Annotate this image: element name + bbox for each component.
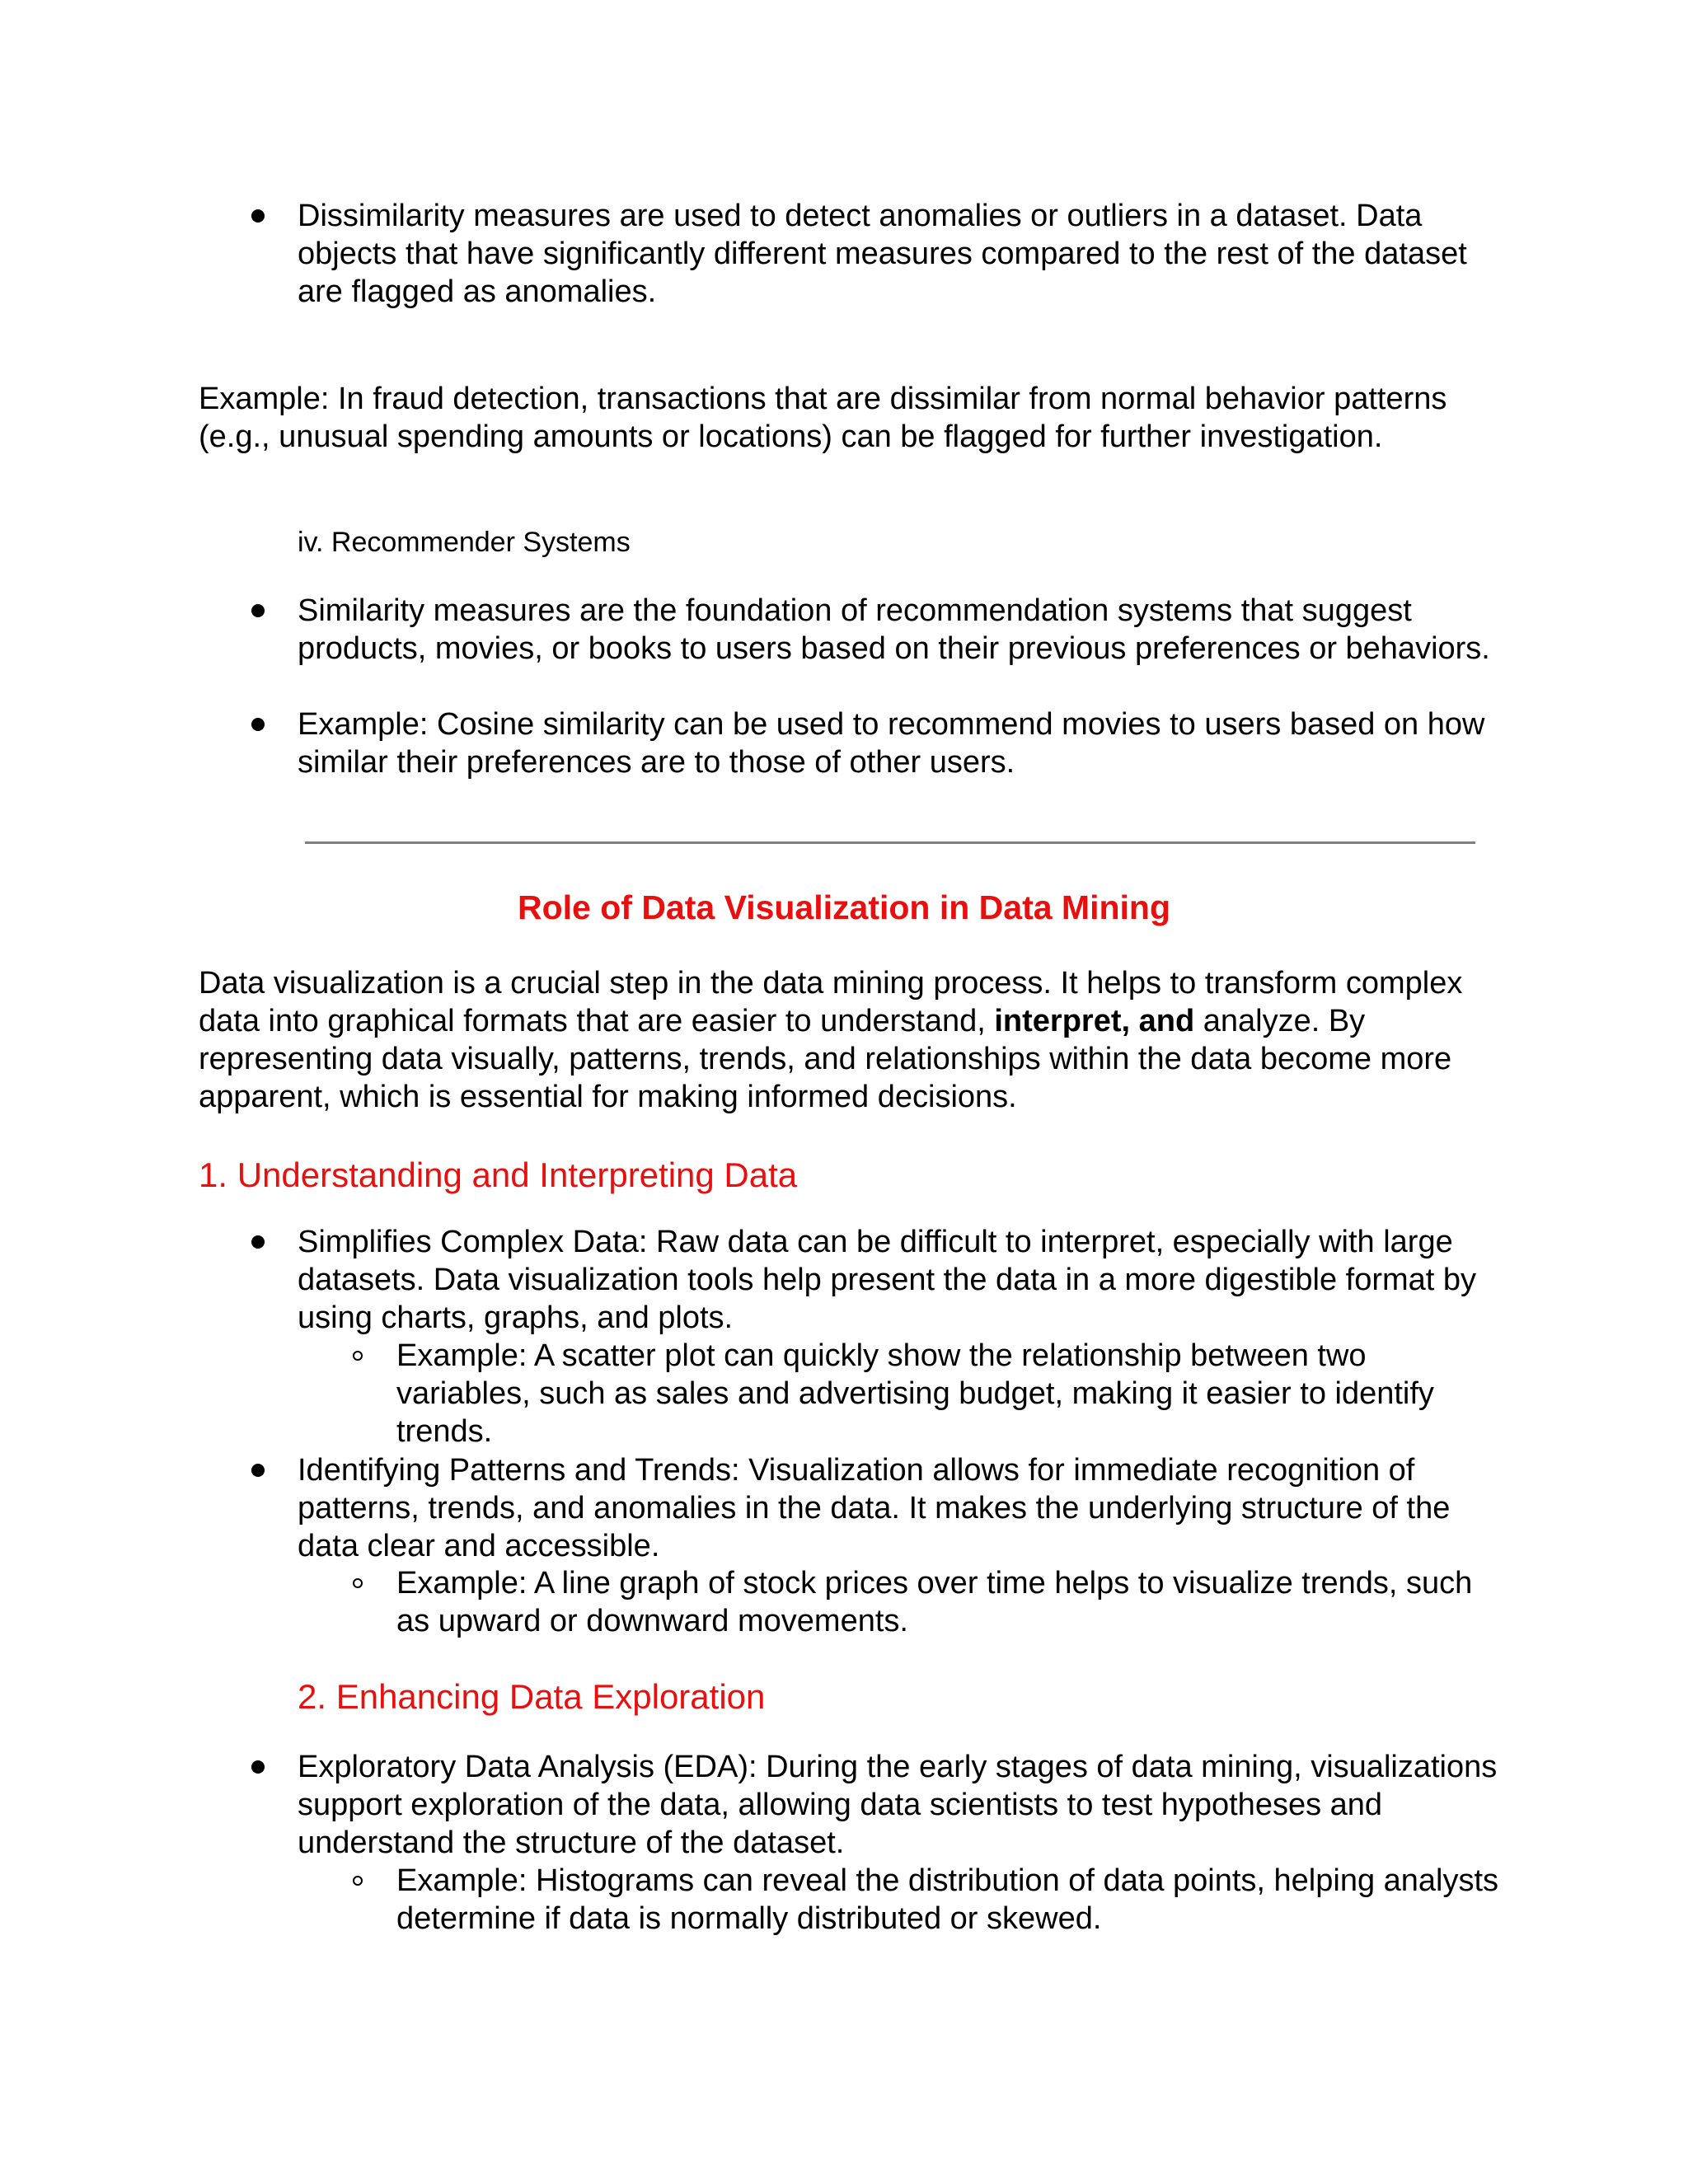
intro-paragraph (199, 964, 1501, 1116)
sub-bullet-circle (345, 1564, 370, 1602)
recommender-systems-label: iv. Recommender Systems (298, 527, 631, 558)
recommender-bullet-1: Similarity measures are the foundation of recommendation systems that suggest products, movies, or books to users based on their previous preferences or behaviors. (298, 593, 1490, 666)
simplifies-complex-data-bullet: Simplifies Complex Data: Raw data can be difficult to interpret, especially with large datasets. Data visualization tools help present the data in a more digestible format by using charts, graphs, and plots. (298, 1225, 1477, 1335)
recommender-bullet-2: Example: Cosine similarity can be used to recommend movies to users based on how similar their preferences are to those of other users. (298, 707, 1485, 780)
sub-bullet-circle (345, 1862, 370, 1900)
eda-bullet: Exploratory Data Analysis (EDA): During the early stages of data mining, visualizations support exploration of the data, allowing data scientists to test hypotheses and understand the structure of the dataset. (298, 1750, 1498, 1860)
identifying-patterns-bullet: Identifying Patterns and Trends: Visualization allows for immediate recognition of patterns, trends, and anomalies in the data. It makes the underlying structure of the data clear and accessible. (298, 1453, 1451, 1563)
bullet-dot (246, 1223, 270, 1261)
histogram-example: Example: Histograms can reveal the distribution of data points, helping analysts determine if data is normally distributed or skewed. (396, 1863, 1499, 1936)
bullet-dot (246, 592, 270, 630)
exploration-heading: 2. Enhancing Data Exploration (298, 1677, 766, 1716)
horizontal-divider (305, 841, 1475, 844)
bullet-dot (246, 197, 270, 235)
bullet-dot (246, 705, 270, 743)
bullet-dot (246, 1748, 270, 1786)
sub-bullet-circle (345, 1337, 370, 1375)
section-title: Role of Data Visualization in Data Mining (518, 888, 1170, 926)
bullet-dot (246, 1451, 270, 1489)
intro-bold-text: interpret, and (994, 1004, 1195, 1038)
intro-text-start: Data visualization is a crucial step in the data mining process. It helps to transform complex data into graphical formats that are easier to understand, (199, 966, 1463, 1038)
line-graph-example: Example: A line graph of stock prices over time helps to visualize trends, such as upward or downward movements. (396, 1566, 1473, 1638)
scatter-plot-example: Example: A scatter plot can quickly show the relationship between two variables, such as sales and advertising budget, making it easier to identify trends. (396, 1338, 1434, 1449)
intro-text-end: analyze. By representing data visually, patterns, trends, and relationships within the data become more apparent, which is essential for making informed decisions. (199, 1004, 1452, 1114)
fraud-example-paragraph: Example: In fraud detection, transactions that are dissimilar from normal behavior patterns (e.g., unusual spending amounts or locations) can be flagged for further investigation. (199, 382, 1447, 454)
anomaly-bullet-text: Dissimilarity measures are used to detect anomalies or outliers in a dataset. Data objects that have significantly different measures compared to the rest of the dataset are flagged as anomalies. (298, 199, 1467, 309)
understanding-heading: 1. Understanding and Interpreting Data (199, 1155, 798, 1194)
